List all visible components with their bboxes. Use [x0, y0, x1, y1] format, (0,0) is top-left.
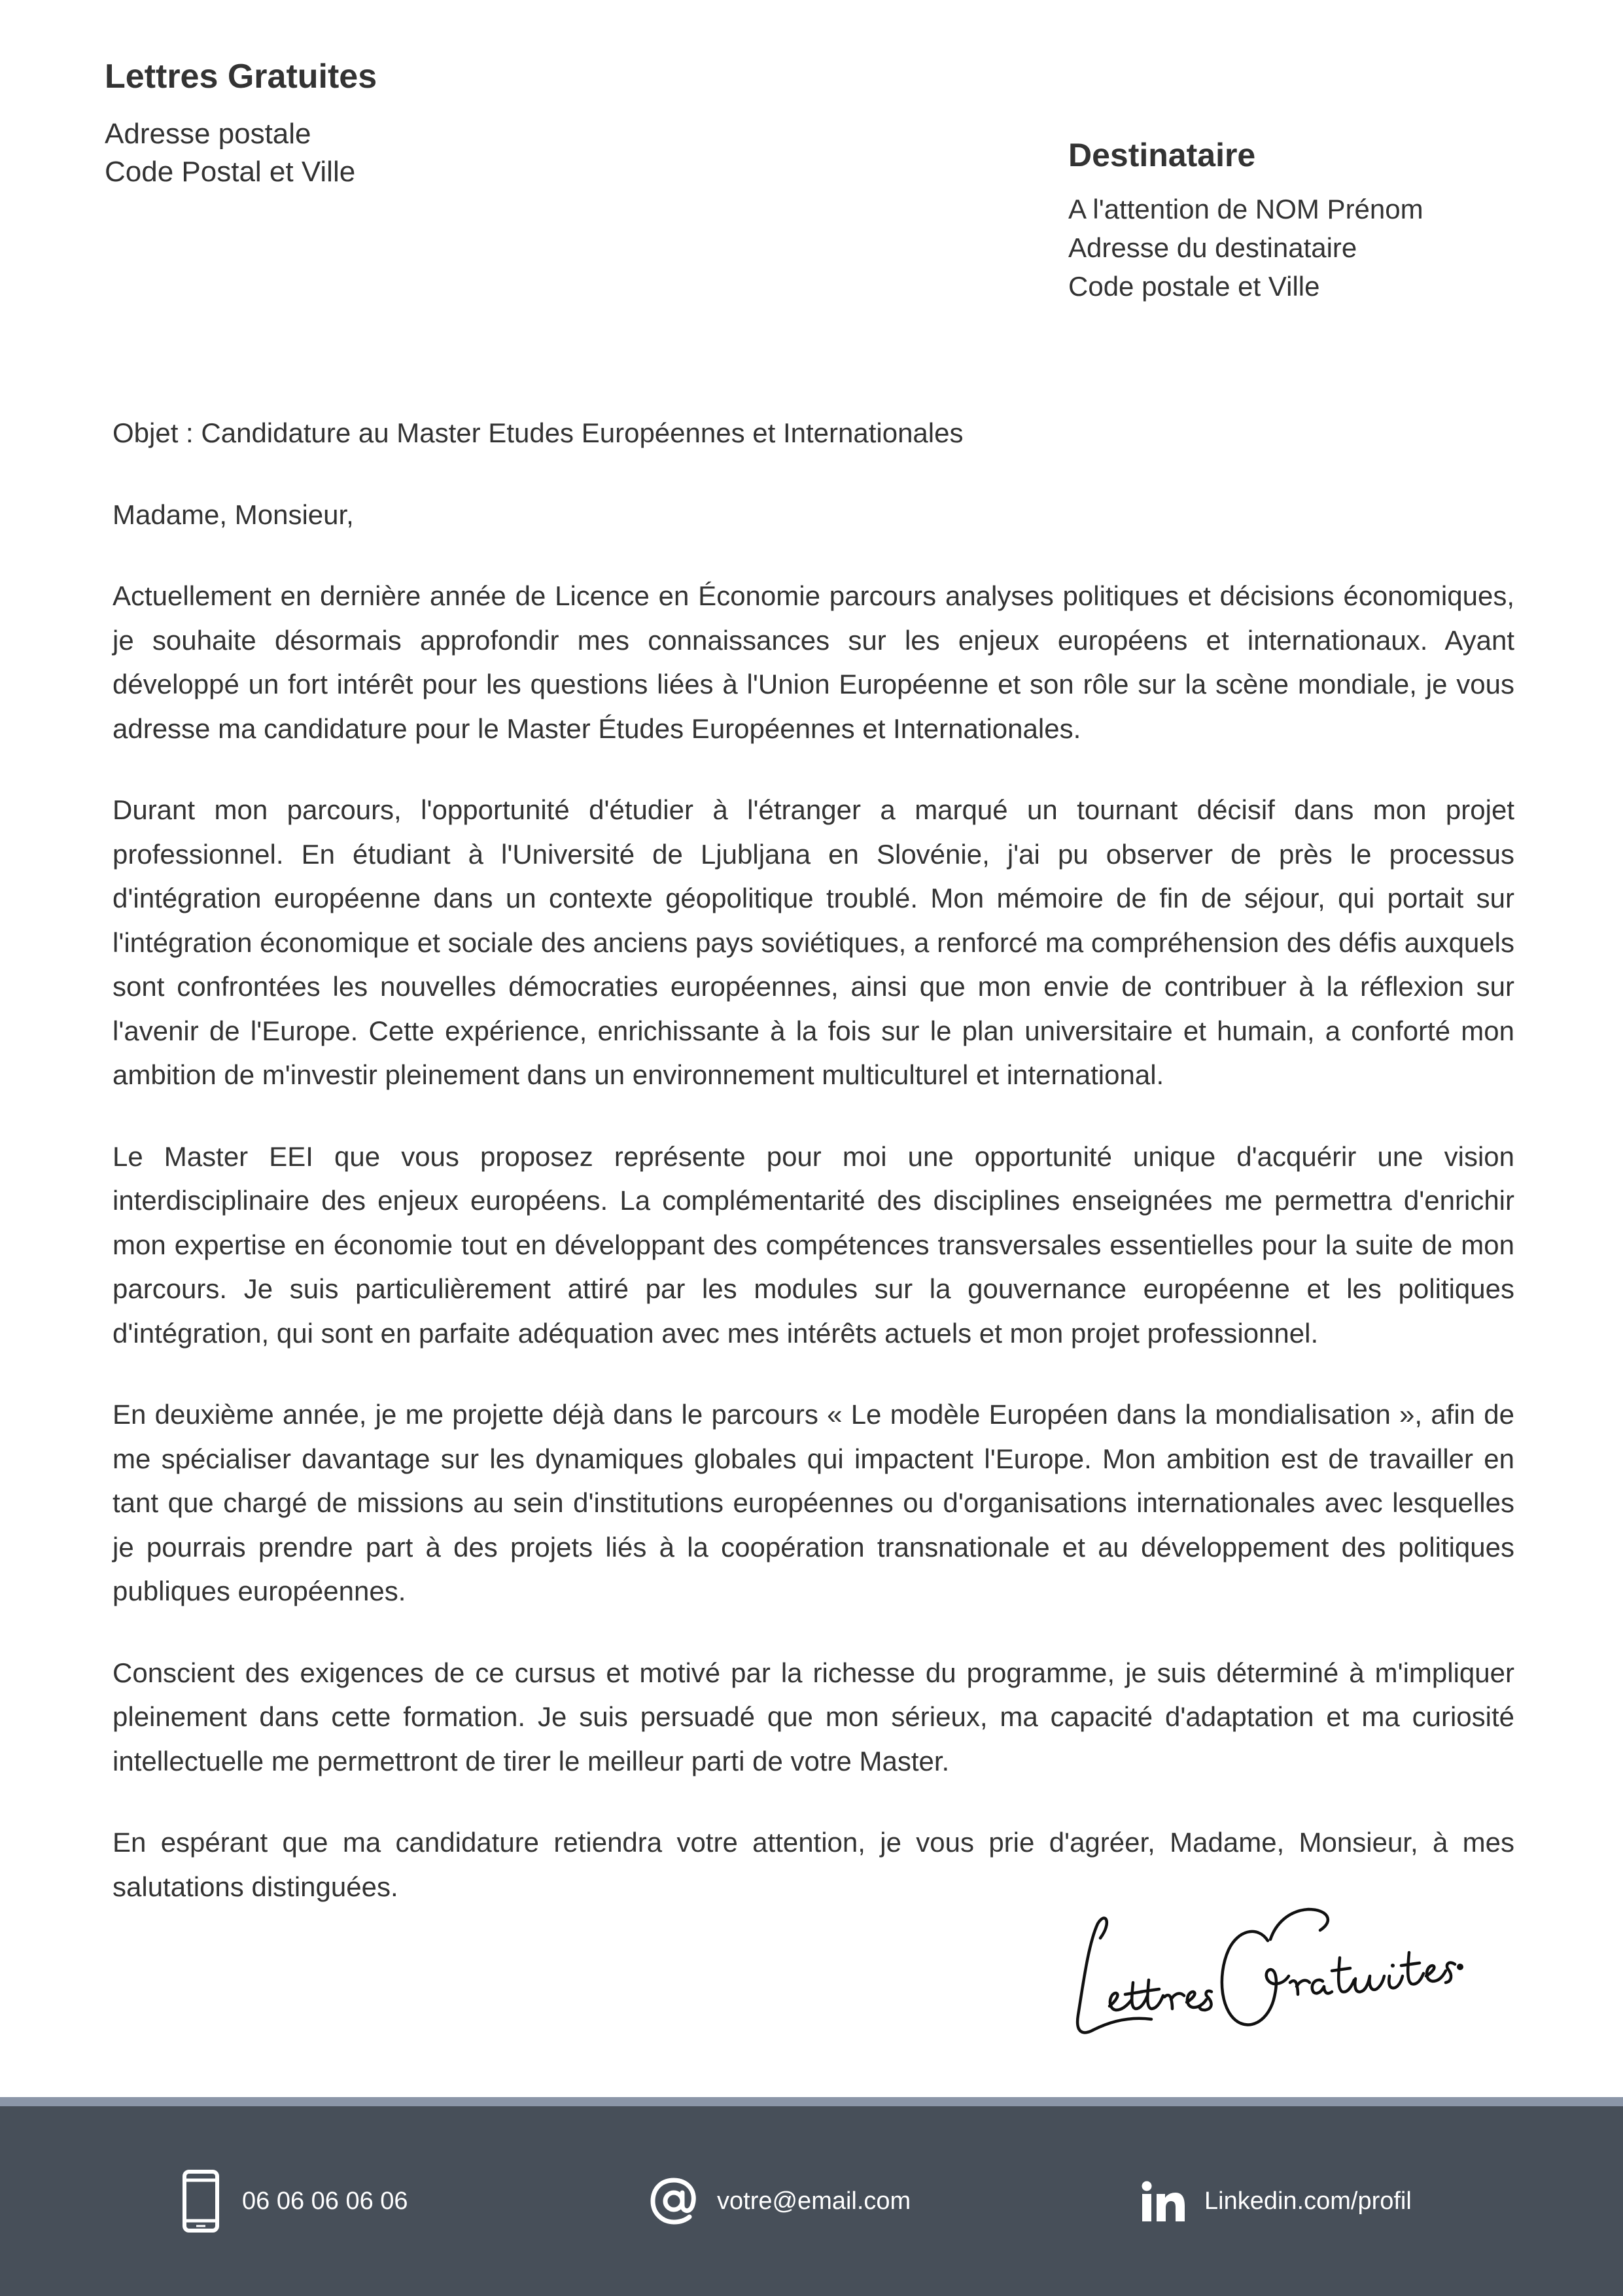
contact-linkedin	[1142, 2106, 1412, 2296]
letter-closing: En espérant que ma candidature retiendra votre attention, je vous prie d'agréer, Madame, Monsieur, à mes salutations distinguées.	[113, 1827, 1514, 1902]
contact-phone	[182, 2106, 408, 2296]
phone-number[interactable]: 06 06 06 06 06	[242, 2187, 408, 2215]
footer-stripe	[0, 2097, 1623, 2106]
letter-paragraph: Conscient des exigences de ce cursus et motivé par la richesse du programme, je suis déterminé à m'impliquer pleinement dans cette formation. Je suis persuadé que mon sérieux, ma capacité d'adaptation et ma curiosité intellectuelle me permettront de tirer le meilleur parti de votre Master.	[113, 1657, 1514, 1776]
letter-body	[113, 411, 1514, 1946]
recipient-attention: A l'attention de NOM Prénom	[1068, 194, 1423, 224]
letter-paragraph: Le Master EEI que vous proposez représente pour moi une opportunité unique d'acquérir une vision interdisciplinaire des enjeux européens. La complémentarité des disciplines enseignées me permettra d'enrichir mon expertise en économie tout en développant des compétences transversales essentielles pour la suite de mon parcours. Je suis particulièrement attiré par les modules sur la gouvernance européenne et les politiques d'intégration, qui sont en parfaite adéquation avec mes intérêts actuels et mon projet professionnel.	[113, 1140, 1514, 1349]
recipient-title: Destinataire	[1068, 137, 1256, 173]
at-icon	[649, 2176, 699, 2226]
letter-greeting: Madame, Monsieur,	[113, 499, 354, 530]
linkedin-icon	[1142, 2181, 1185, 2221]
sender-block	[105, 52, 693, 191]
handwritten-signature	[1060, 1884, 1465, 2055]
sender-name: Lettres Gratuites	[105, 58, 377, 96]
footer-bar	[0, 2106, 1623, 2296]
sender-city: Code Postal et Ville	[105, 156, 356, 188]
recipient-block	[1068, 131, 1605, 306]
letter-paragraph: En deuxième année, je me projette déjà dans le parcours « Le modèle Européen dans la mondialisation », afin de me spécialiser davantage sur les dynamiques globales qui impactent l'Europe. Mon ambition est de travailler en tant que chargé de missions au sein d'institutions européennes ou d'organisations internationales avec lesquelles je pourrais prendre part à des projets liés à la coopération transnationale et au développement des politiques publiques européennes.	[113, 1399, 1514, 1606]
letter-paragraph: Actuellement en dernière année de Licence en Économie parcours analyses politiques et décisions économiques, je souhaite désormais approfondir mes connaissances sur les enjeux européens et internationaux. Ayant développé un fort intérêt pour les questions liées à l'Union Européenne et son rôle sur la scène mondiale, je vous adresse ma candidature pour le Master Études Européennes et Internationales.	[113, 580, 1514, 744]
email-address[interactable]: votre@email.com	[717, 2187, 911, 2215]
phone-icon	[182, 2170, 220, 2233]
linkedin-profile[interactable]: Linkedin.com/profil	[1204, 2187, 1412, 2215]
letter-paragraph: Durant mon parcours, l'opportunité d'étudier à l'étranger a marqué un tournant décisif dans mon projet professionnel. En étudiant à l'Université de Ljubljana en Slovénie, j'ai pu observer de près le processus d'intégration européenne dans un contexte géopolitique troublé. Mon mémoire de fin de séjour, qui portait sur l'intégration économique et sociale des anciens pays soviétiques, a renforcé ma compréhension des défis auxquels sont confrontées les nouvelles démocraties européennes, ainsi que mon envie de contribuer à la réflexion sur l'avenir de l'Europe. Cette expérience, enrichissante à la fois sur le plan universitaire et humain, a conforté mon ambition de m'investir pleinement dans un environnement multiculturel et international.	[113, 794, 1514, 1090]
recipient-address: Adresse du destinataire	[1068, 232, 1357, 263]
sender-address: Adresse postale	[105, 118, 311, 150]
contact-email	[649, 2106, 911, 2296]
recipient-city: Code postale et Ville	[1068, 271, 1320, 302]
letter-subject: Objet : Candidature au Master Etudes Européennes et Internationales	[113, 417, 964, 448]
